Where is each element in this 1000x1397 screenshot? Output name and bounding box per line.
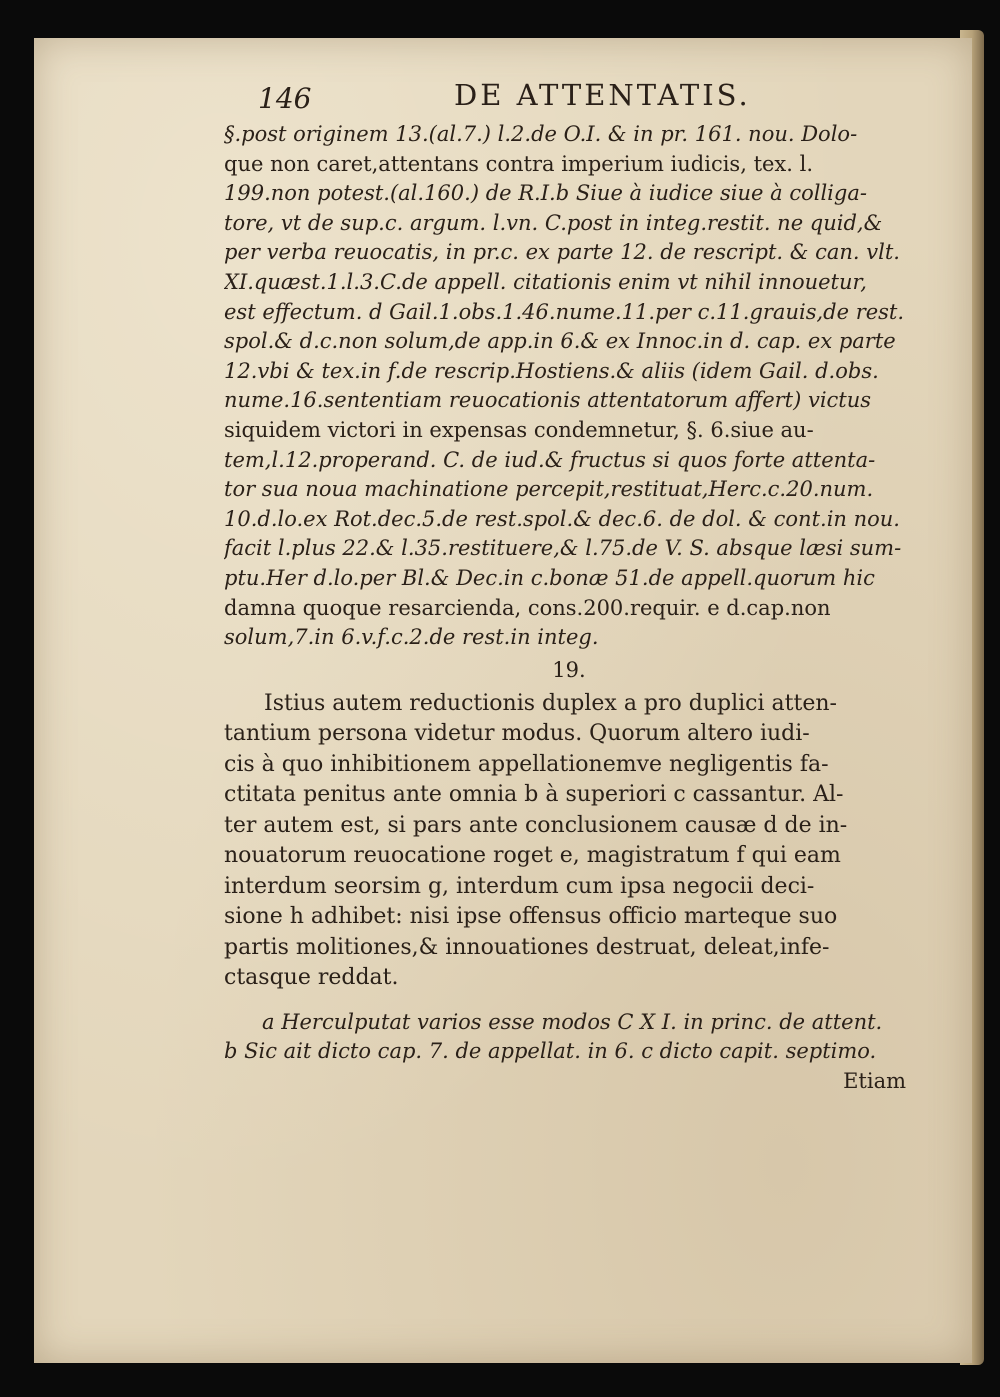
commentary-block	[224, 120, 914, 653]
commentary-line: tor sua noua machinatione percepit,restituat,Herc.c.20.num.	[224, 477, 874, 502]
commentary-line: §.post originem 13.(al.7.) l.2.de O.I. & in pr. 161. nou. Dolo-	[224, 122, 858, 146]
commentary-line: 12.vbi & tex.in f.de rescrip.Hostiens.& aliis (idem Gail. d.obs.	[224, 358, 879, 383]
commentary-line: 10.d.lo.ex Rot.dec.5.de rest.spol.& dec.6. de dol. & cont.in nou.	[224, 506, 900, 531]
commentary-line: que non caret,attentans contra imperium iudicis, tex. l.	[224, 151, 814, 176]
footnotes	[224, 1008, 914, 1066]
commentary-line: tem,l.12.properand. C. de iud.& fructus si quos forte attenta-	[224, 447, 876, 472]
commentary-line: est effectum. d Gail.1.obs.1.46.nume.11.per c.11.grauis,de rest.	[224, 299, 905, 324]
paragraph-line: interdum seorsim g, interdum cum ipsa negocii deci-	[224, 873, 815, 899]
section-number: 19.	[552, 657, 586, 682]
footnote-line: b Sic ait dicto cap. 7. de appellat. in 6. c dicto capit. septimo.	[224, 1038, 877, 1063]
page-number: 146	[258, 82, 312, 115]
page-header	[258, 78, 778, 122]
footnote-line: a Herculputat varios esse modos C X I. in princ. de attent.	[262, 1009, 883, 1034]
paragraph-line: partis molitiones,& innouationes destruat, deleat,infe-	[224, 934, 830, 960]
paragraph-line: nouatorum reuocatione roget e, magistratum f qui eam	[224, 843, 841, 869]
commentary-line: nume.16.sententiam reuocationis attentatorum affert) victus	[224, 388, 872, 413]
commentary-line: solum,7.in 6.v.f.c.2.de rest.in integ.	[224, 625, 599, 650]
body-text	[224, 120, 914, 1096]
main-paragraph	[224, 689, 914, 994]
commentary-line: tore, vt de sup.c. argum. l.vn. C.post in integ.restit. ne quid,&	[224, 210, 883, 235]
catchword: Etiam	[843, 1068, 906, 1093]
commentary-line: spol.& d.c.non solum,de app.in 6.& ex Innoc.in d. cap. ex parte	[224, 329, 896, 354]
paragraph-line: tantium persona videtur modus. Quorum altero iudi-	[224, 721, 810, 747]
paragraph-line: Istius autem reductionis duplex a pro duplici atten-	[264, 690, 837, 716]
paragraph-line: cis à quo inhibitionem appellationemve negligentis fa-	[224, 751, 829, 777]
paragraph-line: ctasque reddat.	[224, 965, 399, 991]
paragraph-line: sione h adhibet: nisi ipse offensus officio marteque suo	[224, 904, 838, 930]
commentary-line: 199.non potest.(al.160.) de R.I.b Siue à iudice siue à colliga-	[224, 181, 867, 206]
commentary-line: facit l.plus 22.& l.35.restituere,& l.75.de V. S. absque læsi sum-	[224, 536, 902, 561]
paragraph-line: ter autem est, si pars ante conclusionem causæ d de in-	[224, 812, 848, 838]
commentary-line: ptu.Her d.lo.per Bl.& Dec.in c.bonæ 51.de appell.quorum hic	[224, 565, 875, 590]
commentary-line: damna quoque resarcienda, cons.200.requir. e d.cap.non	[224, 595, 831, 620]
commentary-line: XI.quæst.1.l.3.C.de appell. citationis enim vt nihil innouetur,	[224, 269, 867, 294]
paragraph-line: ctitata penitus ante omnia b à superiori c cassantur. Al-	[224, 782, 844, 808]
running-head: DE ATTENTATIS.	[454, 78, 751, 112]
commentary-line: per verba reuocatis, in pr.c. ex parte 12. de rescript. & can. vlt.	[224, 240, 900, 265]
commentary-line: siquidem victori in expensas condemnetur, §. 6.siue au-	[224, 417, 814, 442]
